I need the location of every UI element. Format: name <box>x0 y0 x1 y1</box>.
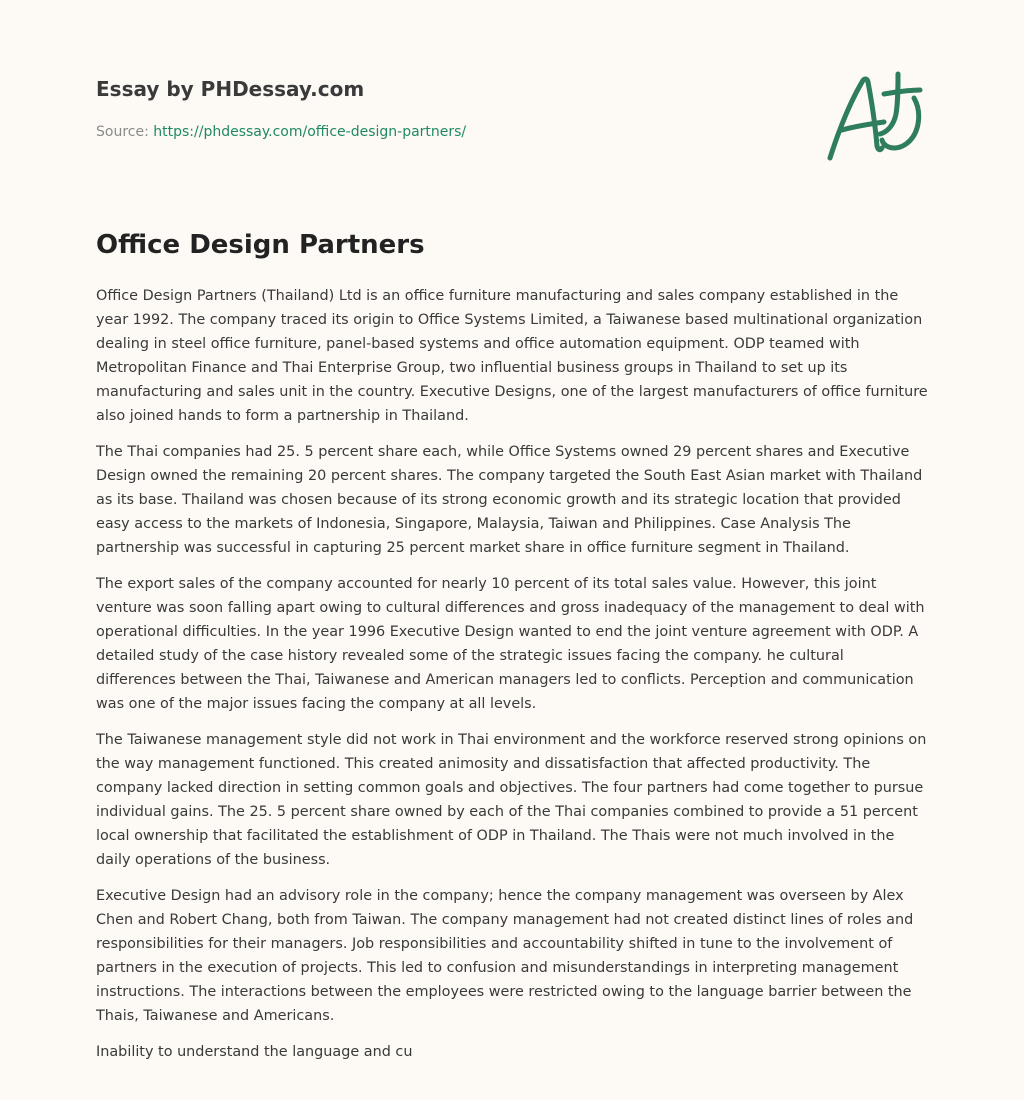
article-paragraph-truncated: Inability to understand the language and cu <box>96 1044 413 1060</box>
page-header <box>96 74 926 142</box>
source-link[interactable]: https://phdessay.com/office-design-partners/ <box>153 124 467 140</box>
article-paragraph: Executive Design had an advisory role in the company; hence the company management was overseen by Alex Chen and Robert Chang, both from Taiwan. The company management had not created distinct lines of roles and responsibilities for their managers. Job responsibilities and accountability shifted in tune to the involvement of partners in the execution of projects. This led to confusion and misunderstandings in interpreting management instructions. The interactions between the employees were restricted owing to the language barrier between the Thais, Taiwanese and Americans. <box>96 888 914 1024</box>
article-paragraph: The export sales of the company accounted for nearly 10 percent of its total sales value. However, this joint venture was soon falling apart owing to cultural differences and gross inadequacy of the management to deal with operational difficulties. In the year 1996 Executive Design wanted to end the joint venture agreement with ODP. A detailed study of the case history revealed some of the strategic issues facing the company. he cultural differences between the Thai, Taiwanese and American managers led to conflicts. Perception and communication was one of the major issues facing the company at all levels. <box>96 576 925 712</box>
article-paragraph: The Taiwanese management style did not work in Thai environment and the workforce reserved strong opinions on the way management functioned. This created animosity and dissatisfaction that affected productivity. The company lacked direction in setting common goals and objectives. The four partners had come together to pursue individual gains. The 25. 5 percent share owned by each of the Thai companies combined to provide a 51 percent local ownership that facilitated the establishment of ODP in Thailand. The Thais were not much involved in the daily operations of the business. <box>96 732 927 868</box>
source-line <box>96 122 926 142</box>
article-paragraph: The Thai companies had 25. 5 percent share each, while Office Systems owned 29 percent shares and Executive Design owned the remaining 20 percent shares. The company targeted the South East Asian market with Thailand as its base. Thailand was chosen because of its strong economic growth and its strategic location that provided easy access to the markets of Indonesia, Singapore, Malaysia, Taiwan and Philippines. Case Analysis The partnership was successful in capturing 25 percent market share in office furniture segment in Thailand. <box>96 444 923 556</box>
article-body <box>96 284 928 1076</box>
article-paragraph: Office Design Partners (Thailand) Ltd is an office furniture manufacturing and sales company established in the year 1992. The company traced its origin to Office Systems Limited, a Taiwanese based multinational organization dealing in steel office furniture, panel-based systems and office automation equipment. ODP teamed with Metropolitan Finance and Thai Enterprise Group, two influential business groups in Thailand to set up its manufacturing and sales unit in the country. Executive Designs, one of the largest manufacturers of office furniture also joined hands to form a partnership in Thailand. <box>96 288 928 424</box>
page-title: Office Design Partners <box>96 230 425 260</box>
a-plus-logo-icon <box>822 68 926 166</box>
source-label: Source: <box>96 124 154 140</box>
site-title: Essay by PHDessay.com <box>96 77 365 101</box>
